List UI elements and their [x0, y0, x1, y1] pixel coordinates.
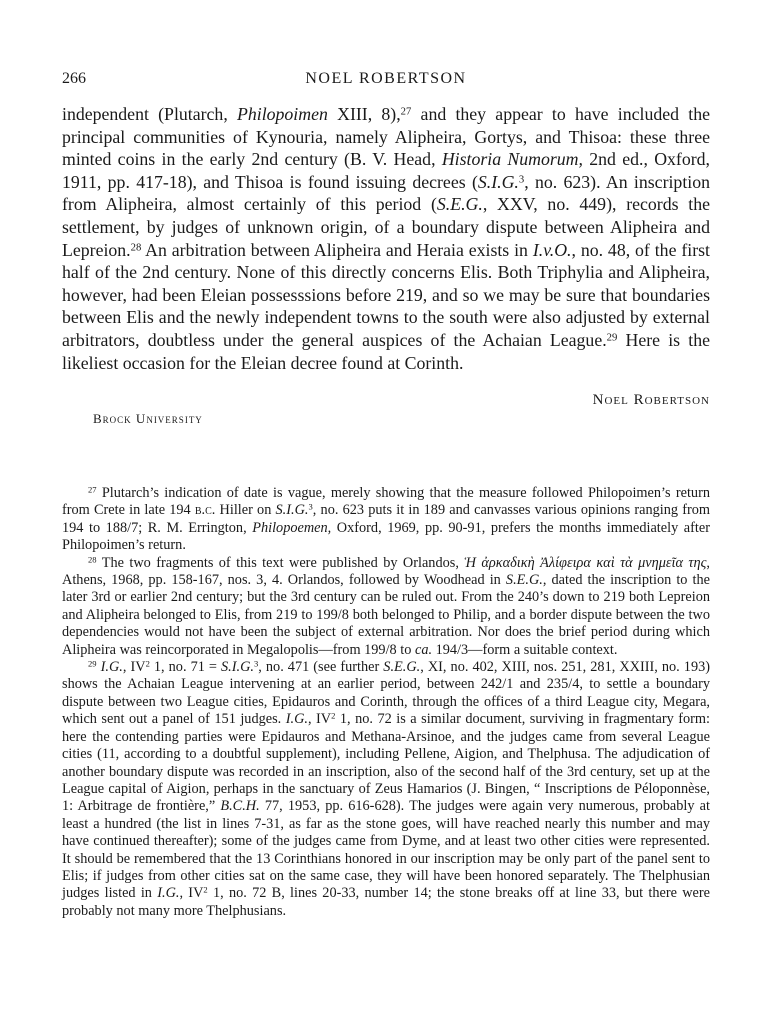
text-run: , no. 471 (see further: [258, 659, 384, 676]
abbreviation: ca.: [414, 641, 433, 658]
greek-title: Ἡ ἀρκαδικὴ Ἀλίφειρα καὶ τὰ μνημεῖα της: [464, 554, 707, 571]
edition-sup: 2: [145, 658, 150, 669]
text-run: , Athens, 1968, pp. 158-167, nos. 3, 4. Orlandos, followed by Woodhead in: [62, 554, 710, 589]
abbreviation: I.G.: [100, 659, 123, 676]
text-run: An arbitration between Alipheira and Heraia exists in: [141, 239, 533, 260]
abbreviation: S.E.G.: [383, 659, 421, 676]
work-title: Philopoimen: [237, 104, 328, 124]
body-paragraph: [62, 103, 710, 374]
edition-sup: 3: [518, 173, 525, 186]
text-run: , XXV, no. 449), records the settlement, by judges of unknown origin, of a boundary dispute between Alipheira and Lepreion.: [62, 194, 710, 260]
abbreviation: S.I.G.: [221, 659, 254, 676]
abbreviation: S.E.G.: [505, 572, 543, 589]
footnote-number: 27: [88, 484, 97, 495]
edition-sup: 2: [203, 885, 208, 896]
page-number: 266: [62, 70, 86, 87]
text-run: independent (Plutarch,: [62, 104, 237, 124]
footnote-ref-29: 29: [606, 331, 618, 344]
footnotes: [62, 485, 710, 920]
abbreviation: B.C.H.: [220, 798, 260, 815]
edition-sup: 2: [331, 711, 336, 721]
footnote-number: 28: [88, 554, 97, 565]
text-run: , no. 623 puts it in 189 and canvasses various opinions ranging from 194 to 188/7; R. M. Errington,: [62, 502, 710, 536]
edition-sup: 3: [253, 658, 259, 669]
abbreviation: I.G.: [285, 711, 308, 728]
text-run: XIII, 8),: [327, 104, 401, 124]
text-run: , dated the inscription to the later 3rd or earlier 2nd century; but the 3rd century can be ruled out. From the 240’s down to 219 both Lepreion and Alipheira belonged to Elis, from 219 to 199/8 both belonged to Philip, and a border dispute between the two dependencies would not have been the subject of external arbitration. Nor does the brief period during which Alipheira was reincorporated in Megalopolis—from 199/8 to: [62, 572, 710, 658]
text-run: Plutarch’s indication of date is vague, merely showing that the measure followed Philopoimen’s return from Crete in late 194: [62, 485, 710, 519]
text-run: 1, no. 72 B, lines 20-33, number 14; the stone breaks off at line 33, but there were probably not many more Thelphusians.: [62, 885, 711, 919]
author-affiliation: Brock University: [93, 411, 203, 426]
footnote-29: [62, 659, 710, 920]
footnote-ref-27: 27: [400, 105, 412, 118]
page-header: [62, 70, 710, 92]
text-run: , IV: [122, 659, 146, 676]
text-run: and they appear to have included the principal communities of Kynouria, namely Alipheira, Gortys, and Thisoa: these three minted coins in the early 2nd century (B. V. Head,: [62, 104, 710, 170]
text-run: , XI, no. 402, XIII, nos. 251, 281, XXIII, no. 193) shows the Achaian League intervening at an earlier period, between 242/1 and 235/4, to settle a boundary dispute between two League cities, Epidauros and Corinth, through the offices of a third League city, Megara, which sent out a panel of 151 judges.: [62, 659, 711, 728]
footnote-number: 29: [88, 658, 97, 669]
text-run: 1, no. 71 =: [149, 659, 222, 676]
abbreviation: I.G.: [157, 885, 180, 902]
edition-sup: 3: [308, 502, 313, 513]
text-run: Hiller on: [215, 502, 276, 519]
text-run: Here is the likeliest occasion for the Eleian decree found at Corinth.: [62, 329, 710, 373]
footnote-27: [62, 485, 710, 555]
text-run: , no. 48, of the first half of the 2nd century. None of this directly concerns Elis. Both Triphylia and Alipheira, however, had been Eleian possesssions before 219, and so we may be sure that boundaries between Elis and the newly independent towns to the south were also adjusted by external arbitrators, doubtless under the general auspices of the Achaian League.: [62, 239, 710, 350]
text-run: 2nd ed., Oxford, 1911, pp. 417-18), and Thisoa is found issuing decrees (: [62, 149, 710, 192]
text-run: 77, 1953, pp. 616-628). The judges were again very numerous, probably at least a hundred (the list in lines 7-31, as far as the stone goes, will have reached nearly this number and may have continued thereafter); some of the judges came from Dyme, and at least two other cities were represented. It should be remembered that the 13 Corinthians honored in our inscription may be only part of the panel sent to Elis; if judges from other cities sat on the same case, they will have been honored separately. The Thelphusian judges listed in: [62, 798, 710, 902]
abbreviation: S.I.G.: [275, 502, 309, 519]
text-run: , IV: [307, 711, 332, 728]
abbreviation: I.v.O.: [532, 239, 572, 260]
footnote-28: [62, 555, 710, 659]
work-title: Historia Numorum,: [441, 149, 583, 170]
text-run: , IV: [179, 885, 204, 902]
abbreviation: S.E.G.: [436, 194, 483, 215]
text-run: 194/3—form a suitable context.: [432, 641, 618, 658]
text-run: , no. 623). An inscription from Alipheira, almost certainly of this period (: [62, 171, 710, 215]
work-title: Philopoemen,: [252, 519, 332, 536]
footnote-ref-28: 28: [130, 241, 142, 254]
text-run: 1, no. 72 is a similar document, surviving in fragmentary form: here the contending parties were Epidauros and Methana-Arsinoe, and the judges came from several League cities (11, according to a doubtful supplement), including Pellene, Aigion, and Thelphusa. The adjudication of another boundary dispute was recorded in an inscription, also of the second half of the 3rd century, set up at the League capital of Aigion, perhaps in the sanctuary of Zeus Hamarios (J. Bingen, “ Inscriptions de Péloponnèse, 1: Arbitrage de frontière,”: [62, 711, 710, 815]
running-head: NOEL ROBERTSON: [305, 70, 467, 87]
text-run: Oxford, 1969, pp. 90-91, prefers the months immediately after Philopoimen’s return.: [62, 519, 710, 554]
abbreviation: b.c.: [194, 502, 216, 519]
author-signature: Noel Robertson: [592, 392, 710, 408]
text-run: The two fragments of this text were published by Orlandos,: [96, 554, 465, 571]
abbreviation: S.I.G.: [477, 171, 519, 192]
